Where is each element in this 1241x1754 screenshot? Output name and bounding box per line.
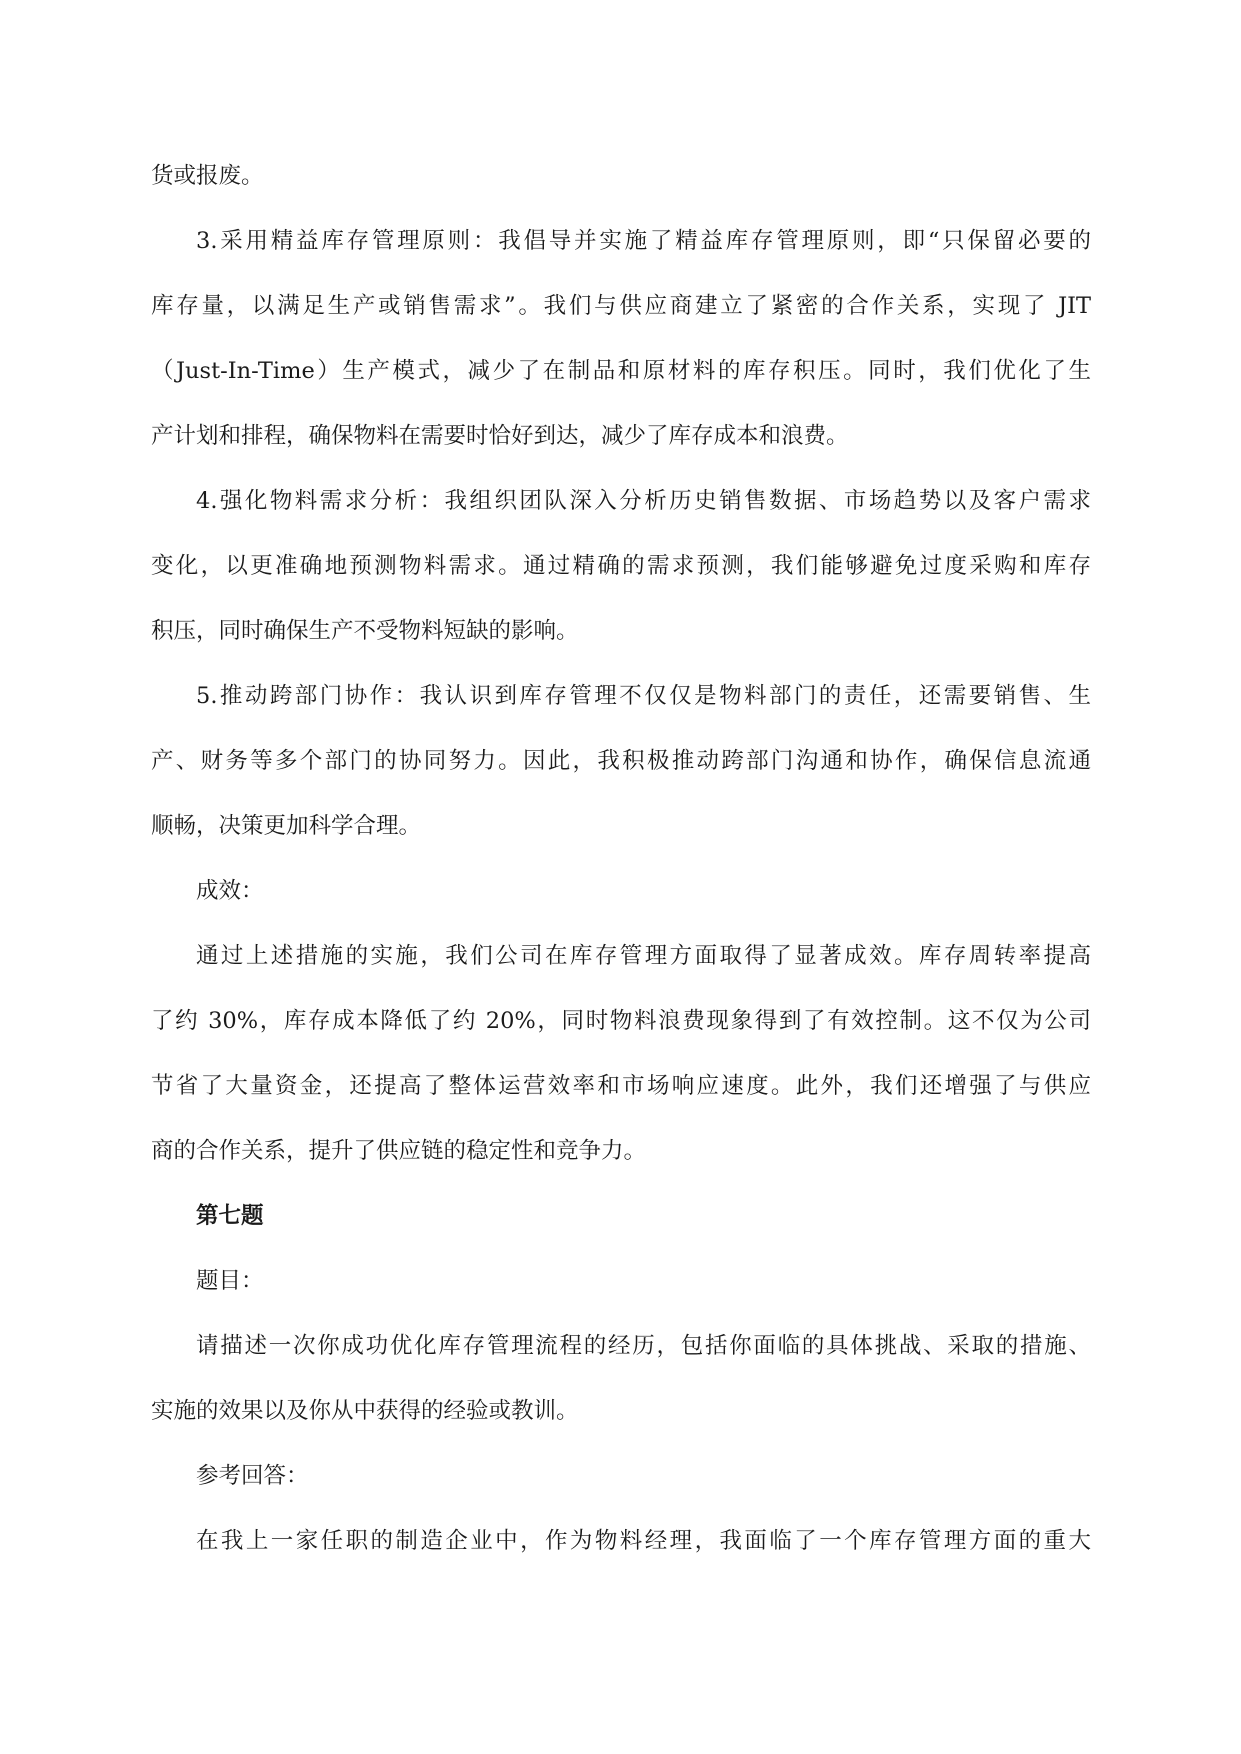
text-line: 3.采用精益库存管理原则：我倡导并实施了精益库存管理原则，即“只保留必要的 [196,228,1091,254]
text-line: 在我上一家任职的制造企业中，作为物料经理，我面临了一个库存管理方面的重大 [196,1528,1091,1554]
text-line: 请描述一次你成功优化库存管理流程的经历，包括你面临的具体挑战、采取的措施、 [196,1333,1091,1359]
label-question [151,1249,1091,1314]
paragraph-answer-start [151,1509,1091,1574]
text-line: （Just-In-Time）生产模式，减少了在制品和原材料的库存积压。同时，我们优化了生 [151,358,1091,384]
section-heading-question-7 [151,1184,1091,1249]
text-line: 产、财务等多个部门的协同努力。因此，我积极推动跨部门沟通和协作，确保信息流通 [151,748,1091,774]
text-line: 库存量，以满足生产或销售需求”。我们与供应商建立了紧密的合作关系，实现了 JIT [151,293,1091,319]
paragraph-continuation [151,144,1091,209]
text-line: 了约 30%，库存成本降低了约 20%，同时物料浪费现象得到了有效控制。这不仅为公司 [151,1008,1091,1034]
text-line: 变化，以更准确地预测物料需求。通过精确的需求预测，我们能够避免过度采购和库存 [151,553,1091,579]
text-line: 商的合作关系，提升了供应链的稳定性和竞争力。 [151,1138,647,1164]
heading-results [151,859,1091,924]
text-line: 顺畅，决策更加科学合理。 [151,813,422,839]
paragraph-question [151,1314,1091,1444]
text-line: 积压，同时确保生产不受物料短缺的影响。 [151,618,579,644]
text-line: 实施的效果以及你从中获得的经验或教训。 [151,1398,579,1424]
paragraph-lean-inventory [151,209,1091,469]
text-line: 通过上述措施的实施，我们公司在库存管理方面取得了显著成效。库存周转率提高 [196,943,1091,969]
text-line: 产计划和排程，确保物料在需要时恰好到达，减少了库存成本和浪费。 [151,423,849,449]
text-line: 节省了大量资金，还提高了整体运营效率和市场响应速度。此外，我们还增强了与供应 [151,1073,1091,1099]
text-line: 题目： [196,1268,264,1294]
text-line: 第七题 [196,1203,264,1229]
paragraph-results [151,924,1091,1184]
text-line: 参考回答： [196,1463,309,1489]
paragraph-demand-analysis [151,469,1091,664]
text-line: 货或报废。 [151,163,264,189]
text-line: 5.推动跨部门协作：我认识到库存管理不仅仅是物料部门的责任，还需要销售、生 [196,683,1091,709]
document-page [151,144,1091,1574]
label-reference-answer [151,1444,1091,1509]
text-line: 成效： [196,878,264,904]
paragraph-cross-department [151,664,1091,859]
text-line: 4.强化物料需求分析：我组织团队深入分析历史销售数据、市场趋势以及客户需求 [196,488,1091,514]
